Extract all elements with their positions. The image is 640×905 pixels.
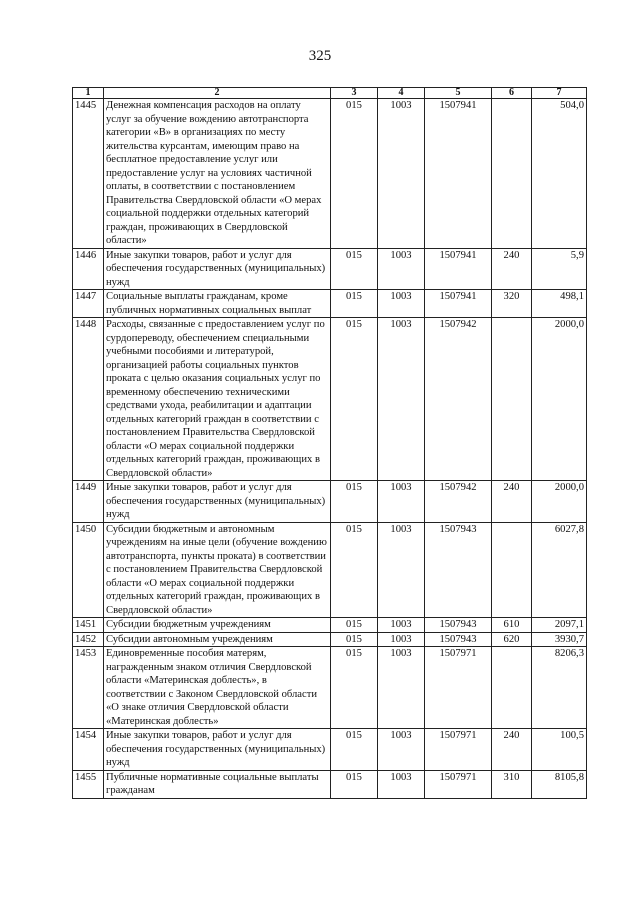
row-col4: 1003 (378, 647, 425, 729)
table-row (73, 618, 587, 633)
header-cell-col1: 1 (73, 88, 104, 99)
row-name: Иные закупки товаров, работ и услуг для обеспечения государственных (муниципальных) нужд (104, 729, 331, 771)
row-amount: 504,0 (532, 99, 587, 249)
row-col5: 1507971 (425, 770, 492, 798)
table-row (73, 318, 587, 481)
row-name: Субсидии бюджетным и автономным учреждениям на иные цели (обучение вождению автотранспорта, пункты проката) в соответствии с постановлением Правительства Свердловской области «О мерах социальной поддержки отдельных категорий граждан, проживающих в Свердловской области» (104, 522, 331, 618)
table-row (73, 481, 587, 523)
row-name: Субсидии бюджетным учреждениям (104, 618, 331, 633)
row-amount: 8206,3 (532, 647, 587, 729)
table-row (73, 729, 587, 771)
table-row (73, 290, 587, 318)
header-cell-col6: 6 (492, 88, 532, 99)
row-number: 1446 (73, 248, 104, 290)
row-col5: 1507941 (425, 99, 492, 249)
table-row (73, 248, 587, 290)
page-number: 325 (308, 48, 332, 64)
header-cell-col7: 7 (532, 88, 587, 99)
row-number: 1451 (73, 618, 104, 633)
row-col6: 610 (492, 618, 532, 633)
row-col6: 240 (492, 248, 532, 290)
header-cell-col5: 5 (425, 88, 492, 99)
row-col4: 1003 (378, 248, 425, 290)
row-col4: 1003 (378, 770, 425, 798)
row-col4: 1003 (378, 522, 425, 618)
row-number: 1448 (73, 318, 104, 481)
row-col4: 1003 (378, 618, 425, 633)
row-name: Субсидии автономным учреждениям (104, 632, 331, 647)
row-amount: 6027,8 (532, 522, 587, 618)
row-col6 (492, 647, 532, 729)
row-col3: 015 (331, 318, 378, 481)
row-col4: 1003 (378, 481, 425, 523)
row-col4: 1003 (378, 318, 425, 481)
table-row (73, 770, 587, 798)
row-col4: 1003 (378, 632, 425, 647)
row-number: 1455 (73, 770, 104, 798)
row-col6: 240 (492, 481, 532, 523)
row-col6 (492, 99, 532, 249)
row-col6: 620 (492, 632, 532, 647)
row-amount: 2097,1 (532, 618, 587, 633)
row-amount: 100,5 (532, 729, 587, 771)
row-name: Иные закупки товаров, работ и услуг для обеспечения государственных (муниципальных) нужд (104, 481, 331, 523)
row-amount: 8105,8 (532, 770, 587, 798)
row-col3: 015 (331, 522, 378, 618)
table-row (73, 632, 587, 647)
row-col4: 1003 (378, 290, 425, 318)
row-col5: 1507943 (425, 618, 492, 633)
row-col4: 1003 (378, 729, 425, 771)
row-col6: 310 (492, 770, 532, 798)
row-name: Иные закупки товаров, работ и услуг для обеспечения государственных (муниципальных) нужд (104, 248, 331, 290)
row-name: Денежная компенсация расходов на оплату услуг за обучение вождению автотранспорта категории «В» в организациях по месту жительства курсантам, имеющим право на бесплатное предоставление услуг или предоставление услуг на условиях частичной оплаты, в соответствии с постановлением Правительства Свердловской области «О мерах социальной поддержки отдельных категорий граждан, проживающих в Свердловской области» (104, 99, 331, 249)
header-cell-col3: 3 (331, 88, 378, 99)
row-name: Публичные нормативные социальные выплаты гражданам (104, 770, 331, 798)
row-col3: 015 (331, 729, 378, 771)
row-col3: 015 (331, 481, 378, 523)
row-col5: 1507943 (425, 632, 492, 647)
row-name: Социальные выплаты гражданам, кроме публичных нормативных социальных выплат (104, 290, 331, 318)
row-col5: 1507942 (425, 318, 492, 481)
row-col6: 320 (492, 290, 532, 318)
row-col3: 015 (331, 248, 378, 290)
row-col6 (492, 318, 532, 481)
row-number: 1447 (73, 290, 104, 318)
header-cell-col4: 4 (378, 88, 425, 99)
row-amount: 5,9 (532, 248, 587, 290)
table-row (73, 99, 587, 249)
row-number: 1453 (73, 647, 104, 729)
row-col3: 015 (331, 647, 378, 729)
header-row (73, 88, 587, 99)
row-number: 1445 (73, 99, 104, 249)
row-col3: 015 (331, 99, 378, 249)
budget-table (72, 87, 587, 799)
row-col3: 015 (331, 632, 378, 647)
row-number: 1452 (73, 632, 104, 647)
row-col3: 015 (331, 618, 378, 633)
row-col5: 1507971 (425, 729, 492, 771)
row-col6: 240 (492, 729, 532, 771)
row-number: 1449 (73, 481, 104, 523)
row-col5: 1507971 (425, 647, 492, 729)
row-col3: 015 (331, 770, 378, 798)
table-row (73, 522, 587, 618)
row-number: 1454 (73, 729, 104, 771)
row-name: Единовременные пособия матерям, награжденным знаком отличия Свердловской области «Материнская доблесть», в соответствии с Законом Свердловской области «О знаке отличия Свердловской области «Материнская доблесть» (104, 647, 331, 729)
row-amount: 3930,7 (532, 632, 587, 647)
row-col6 (492, 522, 532, 618)
row-col5: 1507942 (425, 481, 492, 523)
table-body (73, 99, 587, 799)
row-col4: 1003 (378, 99, 425, 249)
row-amount: 2000,0 (532, 318, 587, 481)
row-amount: 2000,0 (532, 481, 587, 523)
row-amount: 498,1 (532, 290, 587, 318)
row-col5: 1507941 (425, 290, 492, 318)
header-cell-col2: 2 (104, 88, 331, 99)
row-number: 1450 (73, 522, 104, 618)
row-name: Расходы, связанные с предоставлением услуг по сурдопереводу, обеспечением специальными учебными пособиями и литературой, организацией работы социальных пунктов проката с целью оказания социальных услуг по временному обеспечению техническими средствами ухода, реабилитации и адаптации отдельных категорий граждан в соответствии с постановлением Правительства Свердловской области «О мерах социальной поддержки отдельных категорий граждан, проживающих в Свердловской области» (104, 318, 331, 481)
row-col5: 1507941 (425, 248, 492, 290)
row-col5: 1507943 (425, 522, 492, 618)
table-row (73, 647, 587, 729)
row-col3: 015 (331, 290, 378, 318)
